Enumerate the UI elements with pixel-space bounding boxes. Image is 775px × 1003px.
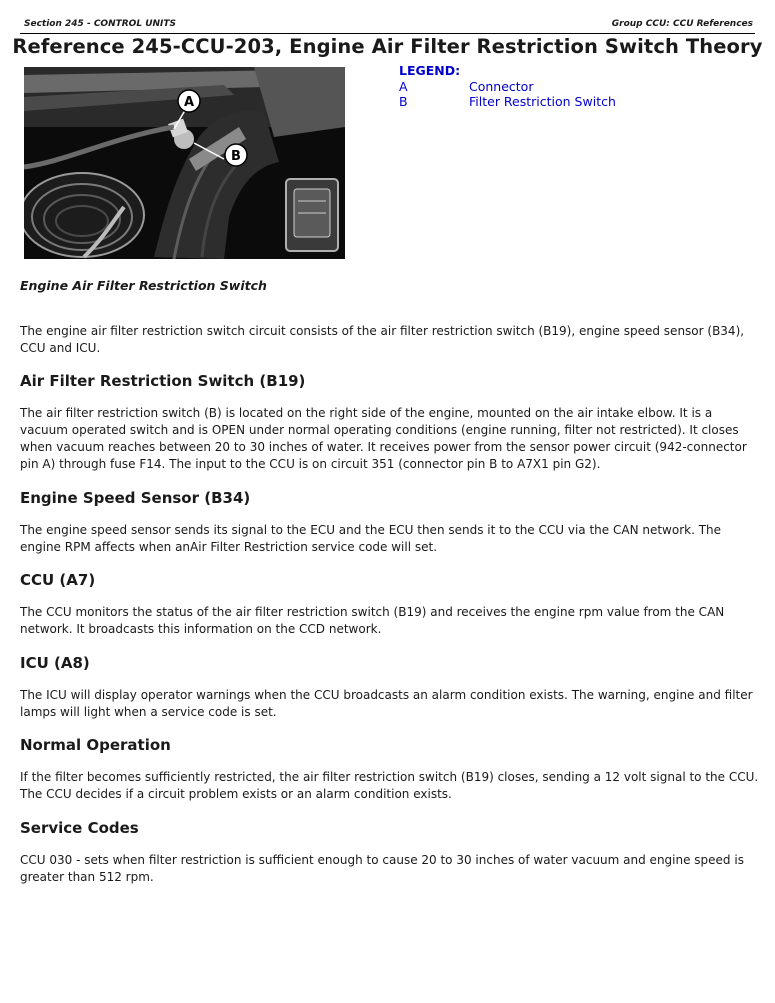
legend-item xyxy=(399,79,534,94)
figure-caption: Engine Air Filter Restriction Switch xyxy=(20,278,267,293)
section-heading: Engine Speed Sensor (B34) xyxy=(20,489,251,507)
page-title: Reference 245-CCU-203, Engine Air Filter Restriction Switch Theory xyxy=(12,35,763,58)
legend xyxy=(399,63,616,109)
section-heading: Service Codes xyxy=(20,819,139,837)
legend-item xyxy=(399,94,616,109)
group-label: Group CCU: CCU References xyxy=(611,19,753,29)
intro-paragraph: The engine air filter restriction switch circuit consists of the air filter restriction switch (B19), engine speed sensor (B34), CCU and ICU. xyxy=(20,324,745,355)
section-text: The engine speed sensor sends its signal to the ECU and the ECU then sends it to the CCU via the CAN network. The engine RPM affects when anAir Filter Restriction service code will set. xyxy=(20,523,722,554)
section-text: CCU 030 - sets when filter restriction is sufficient enough to cause 20 to 30 inches of water vacuum and engine speed is greater than 512 rpm. xyxy=(20,853,744,884)
section-text: The CCU monitors the status of the air filter restriction switch (B19) and receives the engine rpm value from the CAN network. It broadcasts this information on the CCD network. xyxy=(20,605,725,636)
section-text: If the filter becomes sufficiently restricted, the air filter restriction switch (B19) closes, sending a 12 volt signal to the CCU. The CCU decides if a circuit problem exists or an alarm condition exists. xyxy=(20,770,759,801)
legend-value: Connector xyxy=(469,79,534,94)
legend-key: B xyxy=(399,94,408,109)
legend-title: LEGEND: xyxy=(399,63,461,78)
section-heading: ICU (A8) xyxy=(20,654,90,672)
section-text: The ICU will display operator warnings when the CCU broadcasts an alarm condition exists. The warning, engine and filter lamps will light when a service code is set. xyxy=(20,688,753,719)
callout-a-label: A xyxy=(183,95,195,110)
engine-photo xyxy=(24,67,345,259)
legend-value: Filter Restriction Switch xyxy=(469,94,616,109)
page-header xyxy=(20,17,755,34)
section-heading: Normal Operation xyxy=(20,736,171,754)
callout-b-label: B xyxy=(231,149,241,164)
section-heading: Air Filter Restriction Switch (B19) xyxy=(20,372,306,390)
section-label: Section 245 - CONTROL UNITS xyxy=(24,19,177,29)
section-text: The air filter restriction switch (B) is located on the right side of the engine, mounted on the air intake elbow. It is a vacuum operated switch and is OPEN under normal operating conditions (engine running, filter not restricted). It closes when vacuum reaches between 20 to 30 inches of water. It receives power from the sensor power circuit (942-connector pin A) through fuse F14. The input to the CCU is on circuit 351 (connector pin B to A7X1 pin G2). xyxy=(20,406,747,471)
section-heading: CCU (A7) xyxy=(20,571,96,589)
legend-key: A xyxy=(399,79,408,94)
